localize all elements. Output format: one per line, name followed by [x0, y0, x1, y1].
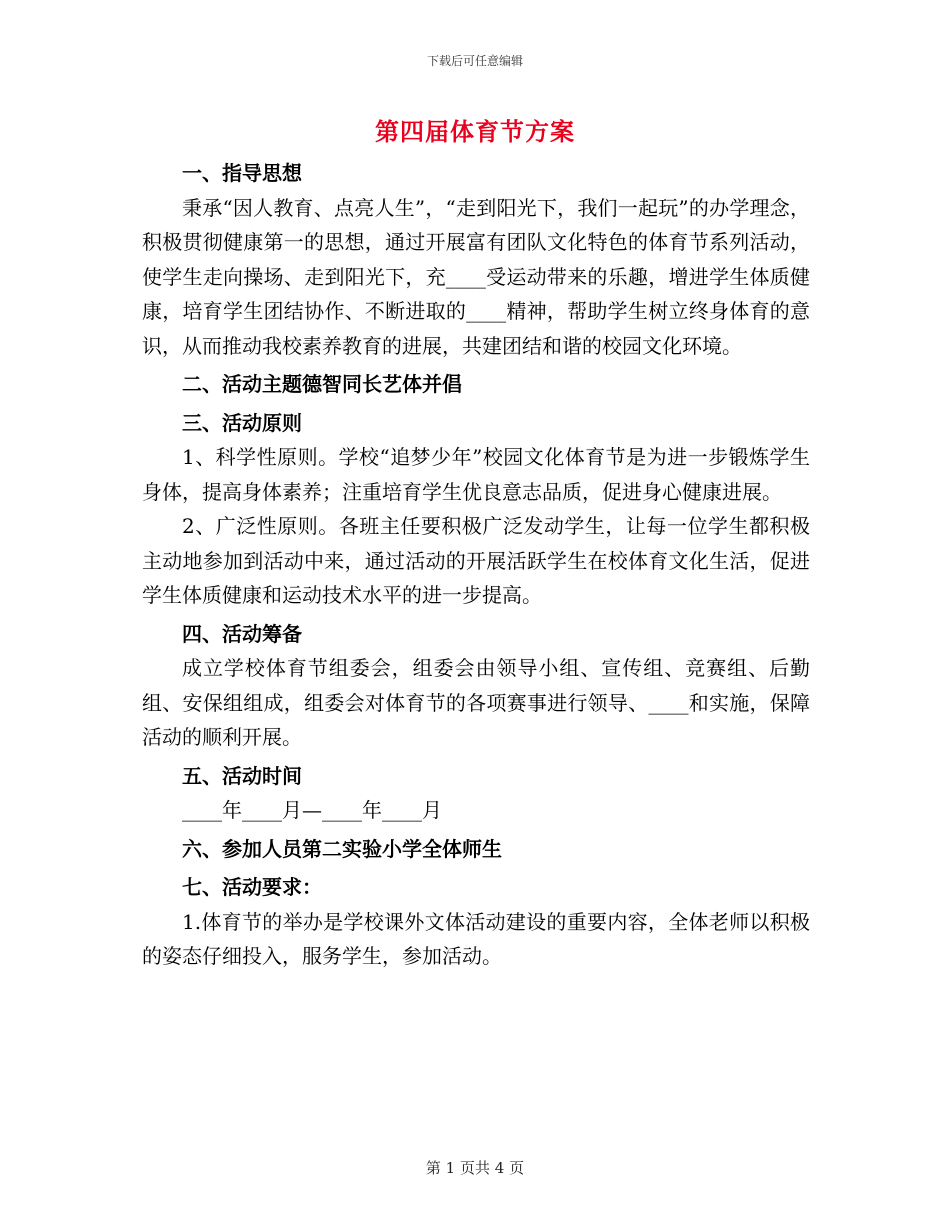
section-heading-activity-time: 五、活动时间	[182, 763, 302, 788]
paragraph-activity-time: ____年____月—____年____月	[182, 798, 442, 822]
page-footer: 第 1 页共 4 页	[425, 1159, 525, 1177]
document-title: 第四届体育节方案	[375, 118, 575, 146]
section-heading-requirements: 七、活动要求：	[182, 875, 322, 899]
section-heading-activity-principles: 三、活动原则	[182, 410, 302, 435]
section-heading-preparation: 四、活动筹备	[182, 621, 302, 646]
paragraph-guiding-ideology: 秉承“因人教育、点亮人生”，“走到阳光下，我们一起玩”的办学理念，积极贯彻健康第一的思想，通过开展富有团队文化特色的体育节系列活动，使学生走向操场、走到阳光下，充____受运动带来的乐趣，增进学生体质健康，培育学生团结协作、不断进取的____精神，帮助学生树立终身体育的意识，从而推动我校素养教育的进展，共建团结和谐的校园文化环境。	[142, 195, 810, 358]
header-note: 下载后可任意编辑	[426, 54, 523, 68]
paragraph-preparation: 成立学校体育节组委会，组委会由领导小组、宣传组、竞赛组、后勤组、安保组组成，组委会对体育节的各项赛事进行领导、____和实施，保障活动的顺利开展。	[142, 656, 810, 749]
section-heading-guiding-ideology: 一、指导思想	[182, 161, 302, 185]
document-body	[142, 152, 810, 974]
paragraph-principle-extensive: 2、广泛性原则。各班主任要积极广泛发动学生，让每一位学生都积极主动地参加到活动中来，通过活动的开展活跃学生在校体育文化生活，促进学生体质健康和运动技术水平的进一步提高。	[142, 514, 810, 607]
section-heading-participants: 六、参加人员第二实验小学全体师生	[182, 836, 502, 861]
section-heading-activity-theme: 二、活动主题德智同长艺体并倡	[182, 372, 462, 396]
paragraph-requirements: 1.体育节的举办是学校课外文体活动建设的重要内容，全体老师以积极的姿态仔细投入，服务学生，参加活动。	[142, 909, 810, 968]
paragraph-principle-scientific: 1、科学性原则。学校“追梦少年”校园文化体育节是为进一步锻炼学生身体，提高身体素养；注重培育学生优良意志品质，促进身心健康进展。	[142, 445, 810, 504]
